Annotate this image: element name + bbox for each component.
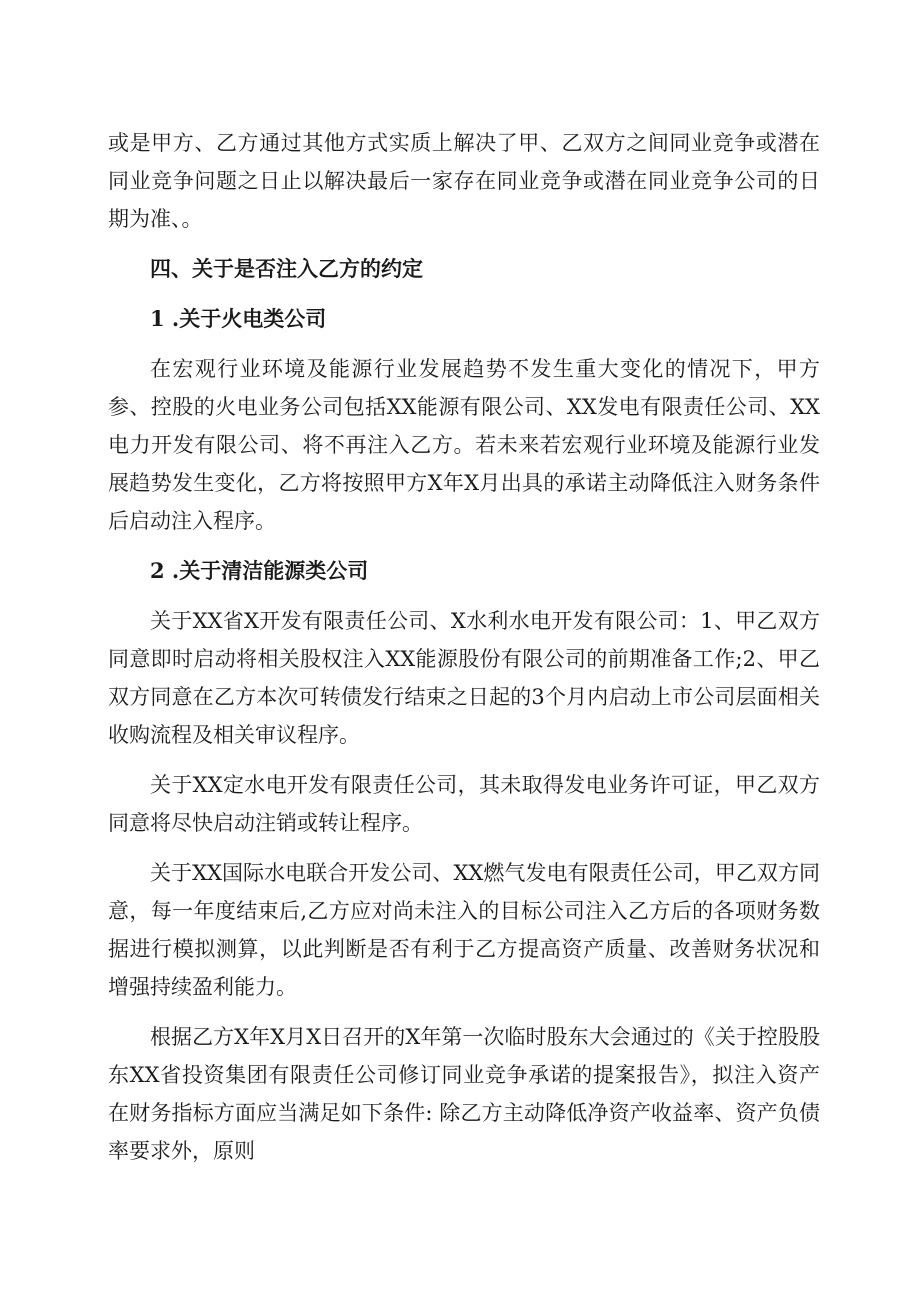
- subsection-heading-1: 1 .关于火电类公司: [150, 306, 327, 331]
- subsection-heading-2: 2 .关于清洁能源类公司: [150, 558, 369, 583]
- section-heading-4: 四、关于是否注入乙方的约定: [150, 256, 423, 281]
- paragraph-shareholder-meeting: 根据乙方X年X月X日召开的X年第一次临时股东大会通过的《关于控股股东XX省投资集团有限责任公司修订同业竞争承诺的提案报告》，拟注入资产在财务指标方面应当满足如下条件: 除乙方主动降低净资产收益率、资产负债率要求外，原则: [108, 1025, 820, 1163]
- paragraph-thermal-power: 在宏观行业环境及能源行业发展趋势不发生重大变化的情况下，甲方参、控股的火电业务公司包括XX能源有限公司、XX发电有限责任公司、XX电力开发有限公司、将不再注入乙方。若未来若宏观行业环境及能源行业发展趋势发生变化，乙方将按照甲方X年X月出具的承诺主动降低注入财务条件后启动注入程序。: [108, 357, 820, 533]
- paragraph-continuation: 或是甲方、乙方通过其他方式实质上解决了甲、乙双方之间同业竞争或潜在同业竞争问题之日止以解决最后一家存在同业竞争或潜在同业竞争公司的日期为准、。: [108, 131, 820, 231]
- document-body: [108, 124, 820, 1182]
- paragraph-clean-energy-3: 关于XX国际水电联合开发公司、XX燃气发电有限责任公司，甲乙双方同意，每一年度结束后,乙方应对尚未注入的目标公司注入乙方后的各项财务数据进行模拟测算，以此判断是否有利于乙方提高资产质量、改善财务状况和增强持续盈利能力。: [108, 861, 820, 999]
- paragraph-clean-energy-2: 关于XX定水电开发有限责任公司，其未取得发电业务许可证，甲乙双方同意将尽快启动注销或转让程序。: [108, 773, 820, 835]
- paragraph-clean-energy-1: 关于XX省X开发有限责任公司、X水利水电开发有限公司：1、甲乙双方同意即时启动将相关股权注入XX能源股份有限公司的前期准备工作;2、甲乙双方同意在乙方本次可转债发行结束之日起的3个月内启动上市公司层面相关收购流程及相关审议程序。: [108, 609, 820, 747]
